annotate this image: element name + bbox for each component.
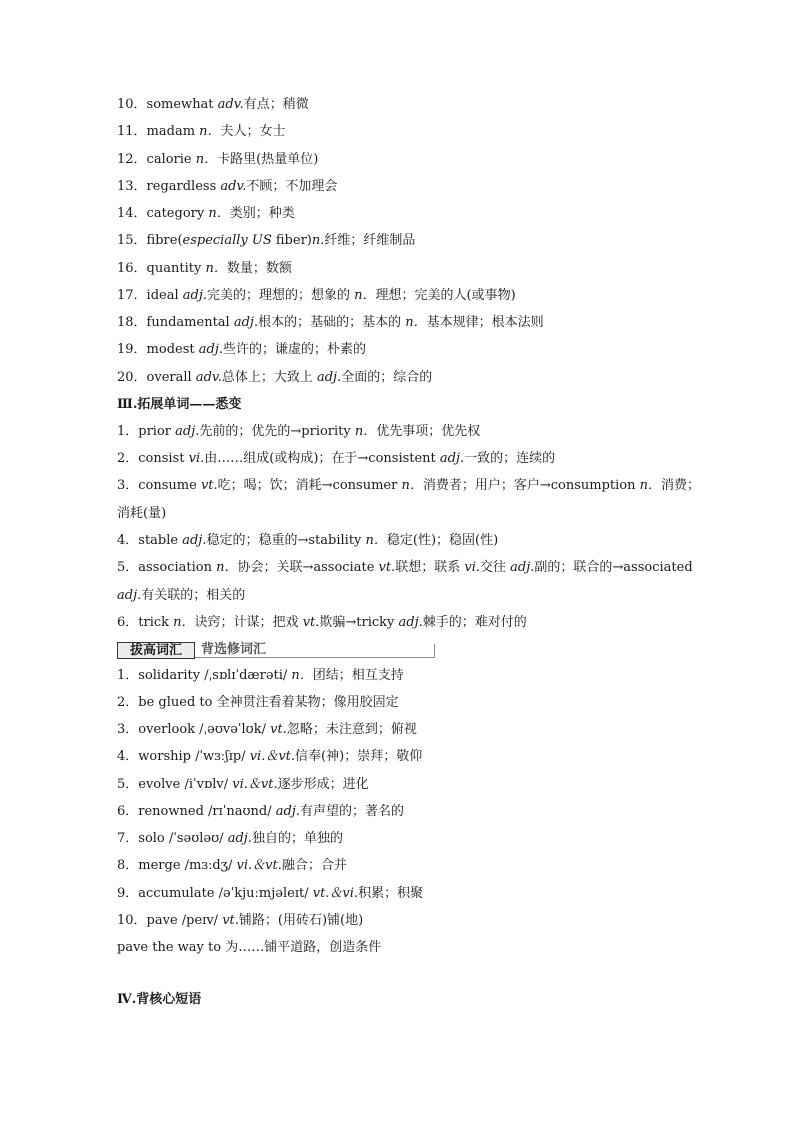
vocab-line: 6．renowned /rɪˈnaʊnd/ adj.有声望的；著名的: [117, 804, 405, 819]
section-heading: Ⅳ.背核心短语: [117, 992, 202, 1007]
vocab-line: 20．overall adv.总体上；大致上 adj.全面的；综合的: [117, 370, 433, 385]
badge-underline: [195, 657, 435, 658]
vocab-line: 8．merge /mɜːdʒ/ vi.＆vt.融合；合并: [117, 858, 347, 873]
vocab-line: 2．be glued to 全神贯注看着某物；像用胶固定: [117, 695, 399, 710]
vocab-line: 4．stable adj.稳定的；稳重的→stability n．稳定(性)；稳固(性): [117, 533, 499, 548]
vocab-line: 1．prior adj.先前的；优先的→priority n．优先事项；优先权: [117, 424, 481, 439]
vocab-line: 4．worship /ˈwɜːʃɪp/ vi.＆vt.信奉(神)；崇拜；敬仰: [117, 749, 423, 764]
vocab-line: 2．consist vi.由……组成(或构成)；在于→consistent adj.一致的；连续的: [117, 451, 556, 466]
badge-subtitle: 背选修词汇: [201, 642, 267, 657]
vocab-line: 10．somewhat adv.有点；稍微: [117, 97, 309, 112]
vocab-line: adj.有关联的；相关的: [117, 588, 246, 603]
vocab-line: 消耗(量): [117, 506, 167, 521]
vocab-line: 6．trick n．诀窍；计谋；把戏 vt.欺骗→tricky adj.棘手的；难对付的: [117, 615, 527, 630]
badge-end-tick: [434, 644, 435, 657]
vocab-line: 1．solidarity /ˌsɒlɪˈdærəti/ n．团结；相互支持: [117, 668, 404, 683]
vocab-line: 13．regardless adv.不顾；不加理会: [117, 179, 338, 194]
vocab-line: 14．category n．类别；种类: [117, 206, 295, 221]
vocab-line: 15．fibre(especially US fiber)n.纤维；纤维制品: [117, 233, 416, 248]
badge-label: 拔高词汇: [117, 642, 195, 659]
vocab-line: 12．calorie n．卡路里(热量单位): [117, 152, 319, 167]
vocab-line: 3．consume vt.吃；喝；饮；消耗→consumer n．消费者；用户；客户→consumption n．消费；: [117, 478, 700, 493]
vocab-line: 9．accumulate /əˈkjuːmjəleɪt/ vt.＆vi.积累；积聚: [117, 886, 424, 901]
vocab-line: 16．quantity n．数量；数额: [117, 261, 292, 276]
section-badge: [117, 642, 435, 658]
vocab-line: 7．solo /ˈsəʊləʊ/ adj.独自的；单独的: [117, 831, 343, 846]
vocab-line: 5．evolve /iˈvɒlv/ vi.＆vt.逐步形成；进化: [117, 777, 369, 792]
vocab-line: 5．association n．协会；关联→associate vt.联想；联系 vi.交往 adj.副的；联合的→associated: [117, 560, 693, 575]
vocab-line: 10．pave /peɪv/ vt.铺路；(用砖石)铺(地): [117, 913, 364, 928]
vocab-line: 17．ideal adj.完美的；理想的；想象的 n．理想；完美的人(或事物): [117, 288, 516, 303]
vocab-line: 11．madam n．夫人；女士: [117, 124, 286, 139]
vocab-line: 19．modest adj.些许的；谦虚的；朴素的: [117, 342, 367, 357]
vocab-line: pave the way to 为……铺平道路，创造条件: [117, 940, 382, 955]
vocab-line: 3．overlook /ˌəʊvəˈlʊk/ vt.忽略；未注意到；俯视: [117, 722, 417, 737]
section-heading: Ⅲ.拓展单词——悉变: [117, 397, 242, 412]
vocab-line: 18．fundamental adj.根本的；基础的；基本的 n．基本规律；根本法则: [117, 315, 544, 330]
